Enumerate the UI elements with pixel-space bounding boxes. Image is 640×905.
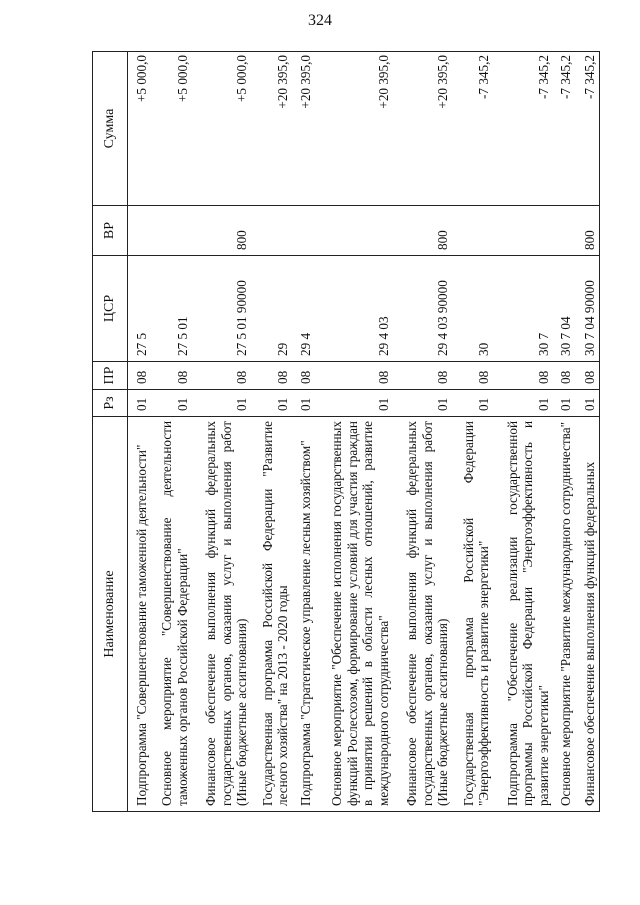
row-rz: 01 xyxy=(252,390,293,417)
table-row xyxy=(128,52,152,812)
table-row xyxy=(393,52,452,812)
header-sum: Сумма xyxy=(93,52,128,206)
row-sum: +20 395,0 xyxy=(252,52,293,206)
row-vr: 800 xyxy=(192,206,251,256)
table-row xyxy=(494,52,553,812)
row-name: Подпрограмма "Стратегическое управление лесным хозяйством" xyxy=(293,417,316,812)
header-pr: ПР xyxy=(93,362,128,390)
row-rz: 01 xyxy=(316,390,394,417)
row-name: Подпрограмма "Обеспечение реализации государственной программы Российской Федерации "Энергоэффективность и развитие энергетики" xyxy=(494,417,553,812)
row-csr: 29 xyxy=(252,256,293,362)
row-rz: 01 xyxy=(494,390,553,417)
row-pr: 08 xyxy=(393,362,452,390)
row-vr xyxy=(453,206,494,256)
row-vr xyxy=(553,206,576,256)
row-rz: 01 xyxy=(192,390,251,417)
page-number: 324 xyxy=(308,12,332,29)
table-row xyxy=(553,52,576,812)
row-pr: 08 xyxy=(576,362,600,390)
row-csr: 27 5 01 xyxy=(151,256,192,362)
row-rz: 01 xyxy=(576,390,600,417)
row-vr xyxy=(151,206,192,256)
row-csr: 29 4 03 xyxy=(316,256,394,362)
row-rz: 01 xyxy=(293,390,316,417)
row-sum: +20 395,0 xyxy=(293,52,316,206)
row-name: Основное мероприятие "Обеспечение исполнения государственных функций Рослесхозом, формирование условий для участия граждан в принятии решений в области лесных отношений, развитие международного сотрудничества" xyxy=(316,417,394,812)
row-pr: 08 xyxy=(128,362,152,390)
row-csr: 30 7 04 90000 xyxy=(576,256,600,362)
table-row xyxy=(316,52,394,812)
row-csr: 27 5 xyxy=(128,256,152,362)
row-sum: +20 395,0 xyxy=(393,52,452,206)
row-csr: 30 7 04 xyxy=(553,256,576,362)
row-pr: 08 xyxy=(494,362,553,390)
row-rz: 01 xyxy=(553,390,576,417)
row-vr xyxy=(293,206,316,256)
row-rz: 01 xyxy=(128,390,152,417)
row-sum: +5 000,0 xyxy=(151,52,192,206)
row-name: Подпрограмма "Совершенствование таможенной деятельности" xyxy=(128,417,152,812)
row-pr: 08 xyxy=(252,362,293,390)
row-sum: -7 345,2 xyxy=(453,52,494,206)
row-name: Основное мероприятие "Совершенствование деятельности таможенных органов Российской Федерации" xyxy=(151,417,192,812)
row-vr: 800 xyxy=(393,206,452,256)
row-vr xyxy=(316,206,394,256)
row-sum: -7 345,2 xyxy=(553,52,576,206)
row-rz: 01 xyxy=(393,390,452,417)
table-row xyxy=(453,52,494,812)
row-sum: +5 000,0 xyxy=(192,52,251,206)
row-sum: +5 000,0 xyxy=(128,52,152,206)
table-row xyxy=(252,52,293,812)
row-name: Финансовое обеспечение выполнения функций федеральных xyxy=(576,417,600,812)
row-csr: 29 4 03 90000 xyxy=(393,256,452,362)
row-vr: 800 xyxy=(576,206,600,256)
row-csr: 30 xyxy=(453,256,494,362)
row-pr: 08 xyxy=(151,362,192,390)
row-sum: -7 345,2 xyxy=(576,52,600,206)
row-sum: +20 395,0 xyxy=(316,52,394,206)
header-rz: Рз xyxy=(93,390,128,417)
table-row xyxy=(192,52,251,812)
table-row xyxy=(293,52,316,812)
row-pr: 08 xyxy=(453,362,494,390)
row-pr: 08 xyxy=(293,362,316,390)
row-rz: 01 xyxy=(453,390,494,417)
row-pr: 08 xyxy=(316,362,394,390)
table-row xyxy=(576,52,600,812)
row-name: Государственная программа Российской Федерации "Развитие лесного хозяйства" на 2013 - 2020 годы xyxy=(252,417,293,812)
row-rz: 01 xyxy=(151,390,192,417)
rotated-table-container xyxy=(92,52,600,812)
row-sum: -7 345,2 xyxy=(494,52,553,206)
header-csr: ЦСР xyxy=(93,256,128,362)
table-header-row xyxy=(93,52,128,812)
row-vr xyxy=(494,206,553,256)
row-vr xyxy=(128,206,152,256)
row-csr: 30 7 xyxy=(494,256,553,362)
table-row xyxy=(151,52,192,812)
row-pr: 08 xyxy=(192,362,251,390)
row-name: Финансовое обеспечение выполнения функций федеральных государственных органов, оказания услуг и выполнения работ (Иные бюджетные ассигнования) xyxy=(393,417,452,812)
row-name: Основное мероприятие "Развитие международного сотрудничества" xyxy=(553,417,576,812)
row-name: Государственная программа Российской Федерации "Энергоэффективность и развитие энергетики" xyxy=(453,417,494,812)
header-name: Наименование xyxy=(93,417,128,812)
budget-table xyxy=(92,51,600,812)
row-name: Финансовое обеспечение выполнения функций федеральных государственных органов, оказания услуг и выполнения работ (Иные бюджетные ассигнования) xyxy=(192,417,251,812)
row-csr: 27 5 01 90000 xyxy=(192,256,251,362)
row-vr xyxy=(252,206,293,256)
header-vr: ВР xyxy=(93,206,128,256)
row-csr: 29 4 xyxy=(293,256,316,362)
row-pr: 08 xyxy=(553,362,576,390)
